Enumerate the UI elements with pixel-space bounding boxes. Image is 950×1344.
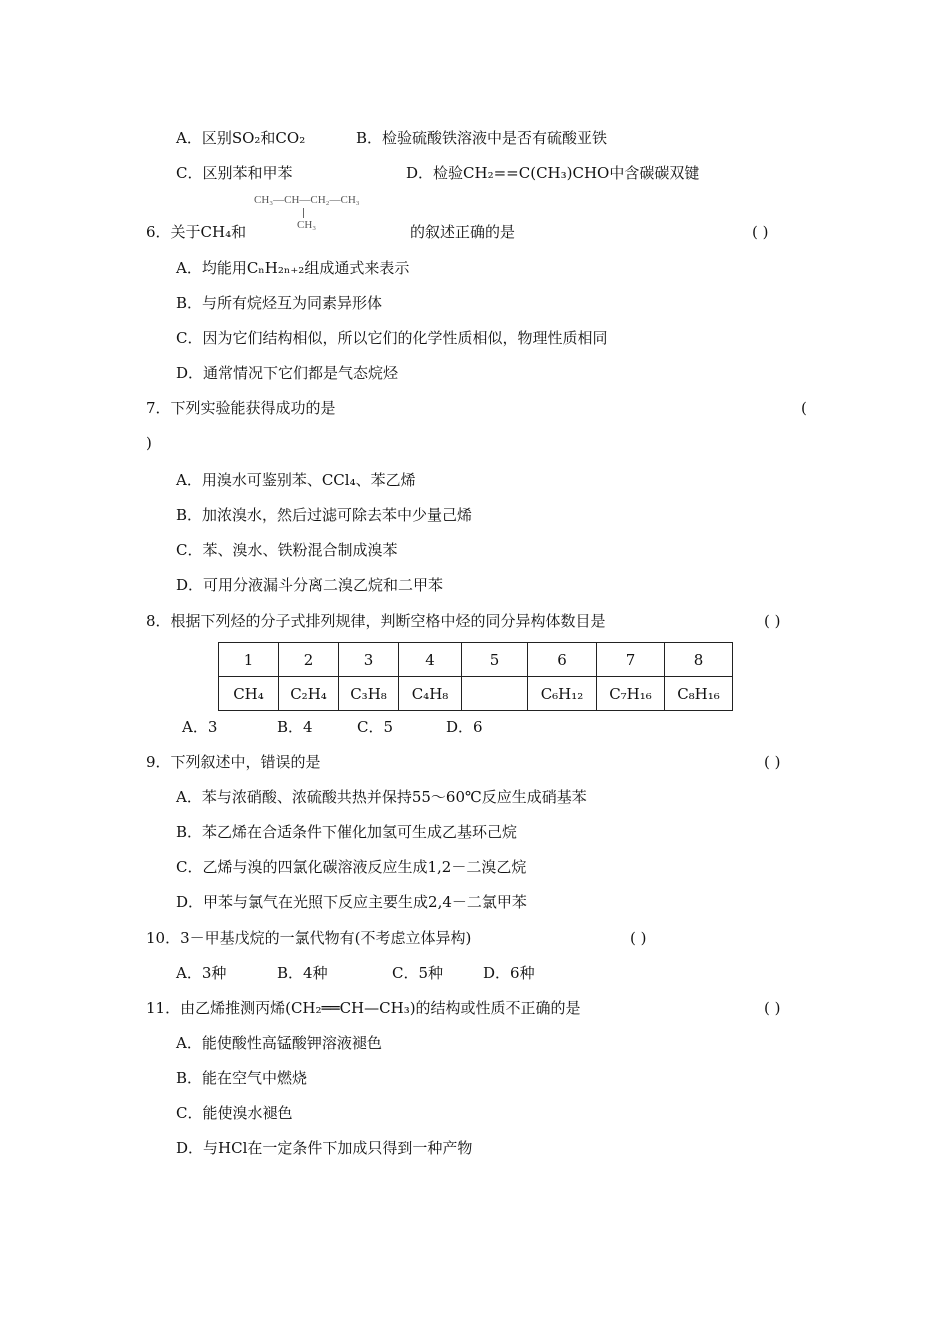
q6-option-b: B．与所有烷烃互为同素异形体 — [176, 294, 383, 312]
q8-answer-paren: ( ) — [764, 612, 781, 630]
q6-stem-post: 的叙述正确的是 — [410, 223, 516, 241]
q8-option-b: B．4 — [277, 718, 313, 736]
table-header-cell: 5 — [462, 643, 528, 677]
q7-option-c: C．苯、溴水、铁粉混合制成溴苯 — [176, 541, 398, 559]
q10-stem: 10．3－甲基戊烷的一氯代物有(不考虑立体异构) — [146, 929, 472, 947]
structure-main-chain: CH₃—CH—CH₂—CH₃ — [254, 194, 360, 206]
q5-option-b: B．检验硫酸铁溶液中是否有硫酸亚铁 — [356, 129, 608, 147]
q8-option-d: D．6 — [446, 718, 483, 736]
q11-answer-paren: ( ) — [764, 999, 781, 1017]
q10-option-d: D．6种 — [483, 964, 535, 982]
q8-option-a: A．3 — [182, 718, 218, 736]
table-formula-cell: C₄H₈ — [399, 677, 462, 711]
q7-option-a: A．用溴水可鉴别苯、CCl₄、苯乙烯 — [176, 471, 416, 489]
q9-answer-paren: ( ) — [764, 753, 781, 771]
q6-option-a: A．均能用CₙH₂ₙ₊₂组成通式来表示 — [176, 259, 410, 277]
table-formula-cell: C₈H₁₆ — [665, 677, 733, 711]
q10-option-a: A．3种 — [176, 964, 227, 982]
q8-stem: 8．根据下列烃的分子式排列规律，判断空格中烃的同分异构体数目是 — [146, 612, 606, 630]
table-formula-cell-blank — [462, 677, 528, 711]
q9-option-b: B．苯乙烯在合适条件下催化加氢可生成乙基环己烷 — [176, 823, 518, 841]
table-header-cell: 1 — [219, 643, 279, 677]
table-header-cell: 6 — [528, 643, 597, 677]
table-formula-row — [219, 677, 733, 711]
structure-branch: CH₃ — [297, 219, 317, 231]
q9-option-c: C．乙烯与溴的四氯化碳溶液反应生成1,2－二溴乙烷 — [176, 858, 527, 876]
structure-bond — [303, 208, 304, 218]
q10-option-c: C．5种 — [392, 964, 444, 982]
q11-option-d: D．与HCl在一定条件下加成只得到一种产物 — [176, 1139, 473, 1157]
q7-stem: 7．下列实验能获得成功的是 — [146, 399, 336, 417]
q8-formula-table — [218, 642, 733, 711]
q6-structural-formula — [254, 194, 414, 238]
table-header-cell: 3 — [339, 643, 399, 677]
q7-option-b: B．加浓溴水，然后过滤可除去苯中少量己烯 — [176, 506, 473, 524]
q10-option-b: B．4种 — [277, 964, 328, 982]
q5-option-a: A．区别SO₂和CO₂ — [176, 129, 306, 147]
q8-option-c: C．5 — [357, 718, 394, 736]
table-formula-cell: C₆H₁₂ — [528, 677, 597, 711]
q11-option-a: A．能使酸性高锰酸钾溶液褪色 — [176, 1034, 382, 1052]
table-header-cell: 7 — [597, 643, 665, 677]
q11-option-b: B．能在空气中燃烧 — [176, 1069, 308, 1087]
q6-stem-pre: 6．关于CH₄和 — [146, 223, 247, 241]
q7-option-d: D．可用分液漏斗分离二溴乙烷和二甲苯 — [176, 576, 444, 594]
q5-option-d: D．检验CH₂==C(CH₃)CHO中含碳碳双键 — [406, 164, 700, 182]
q5-option-c: C．区别苯和甲苯 — [176, 164, 293, 182]
table-header-cell: 8 — [665, 643, 733, 677]
q11-stem: 11．由乙烯推测丙烯(CH₂══CH—CH₃)的结构或性质不正确的是 — [146, 999, 581, 1017]
q6-option-c: C．因为它们结构相似，所以它们的化学性质相似，物理性质相同 — [176, 329, 608, 347]
table-header-cell: 4 — [399, 643, 462, 677]
q6-option-d: D．通常情况下它们都是气态烷烃 — [176, 364, 399, 382]
q10-answer-paren: ( ) — [630, 929, 647, 947]
q7-paren-close: ) — [146, 434, 152, 452]
table-header-cell: 2 — [279, 643, 339, 677]
q6-answer-paren: ( ) — [752, 223, 769, 241]
table-formula-cell: CH₄ — [219, 677, 279, 711]
table-formula-cell: C₇H₁₆ — [597, 677, 665, 711]
q9-option-a: A．苯与浓硝酸、浓硫酸共热并保持55～60℃反应生成硝基苯 — [176, 788, 587, 806]
table-formula-cell: C₂H₄ — [279, 677, 339, 711]
q11-option-c: C．能使溴水褪色 — [176, 1104, 293, 1122]
q7-paren-open: ( — [801, 399, 807, 417]
table-formula-cell: C₃H₈ — [339, 677, 399, 711]
q9-stem: 9．下列叙述中，错误的是 — [146, 753, 321, 771]
q9-option-d: D．甲苯与氯气在光照下反应主要生成2,4－二氯甲苯 — [176, 893, 527, 911]
table-header-row — [219, 643, 733, 677]
